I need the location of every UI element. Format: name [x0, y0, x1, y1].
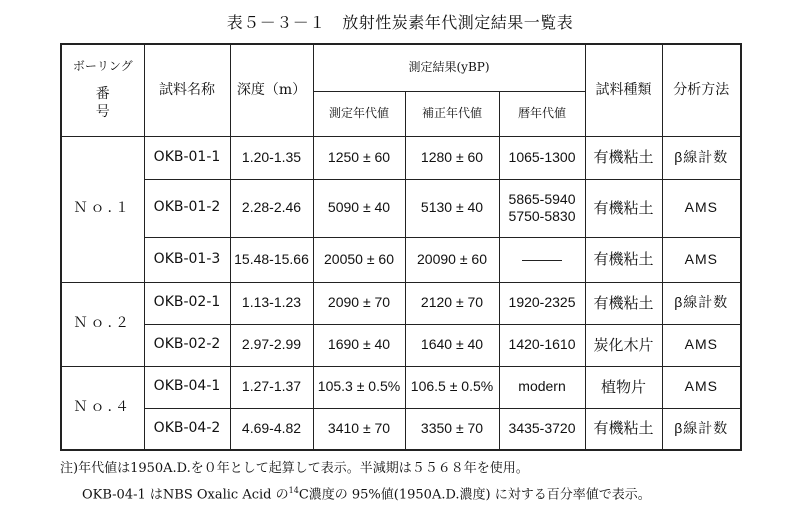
corrected-age-cell: 20090 ± 60 [405, 237, 499, 282]
sample-type-cell: 有機粘土 [585, 136, 662, 179]
header-boring-line2: 番号 [95, 86, 128, 120]
calendar-age-value: 1420-1610 [508, 336, 576, 353]
method-cell: β線計数 [662, 408, 741, 450]
footnote-isotope-superscript: 14 [288, 486, 299, 495]
header-calendar-age: 暦年代値 [499, 91, 585, 136]
sample-type-cell: 炭化木片 [585, 324, 662, 366]
method-cell: AMS [662, 237, 741, 282]
corrected-age-cell: 2120 ± 70 [405, 282, 499, 324]
corrected-age-cell: 5130 ± 40 [405, 179, 499, 237]
footnote-line-2-pre: OKB-04-1 はNBS Oxalic Acid の [82, 487, 289, 503]
method-cell: β線計数 [662, 282, 741, 324]
measured-age-cell: 1250 ± 60 [313, 136, 405, 179]
table-row [61, 237, 741, 282]
table-row [61, 282, 741, 324]
table-row [61, 179, 741, 237]
table-row [61, 366, 741, 408]
no-value-dash [522, 260, 562, 261]
depth-cell: 2.97-2.99 [230, 324, 313, 366]
depth-cell: 1.27-1.37 [230, 366, 313, 408]
depth-cell: 2.28-2.46 [230, 179, 313, 237]
calendar-age-value: 1920-2325 [508, 294, 576, 311]
sample-name-cell: OKB-02-2 [144, 324, 230, 366]
calendar-age-value: 1065-1300 [508, 148, 576, 165]
header-sample-type: 試料種類 [585, 44, 662, 136]
footnote-line-2 [60, 480, 780, 506]
table-row [61, 324, 741, 366]
method-cell: AMS [662, 366, 741, 408]
depth-cell: 1.13-1.23 [230, 282, 313, 324]
calendar-age-value: modern [518, 378, 566, 395]
results-table [60, 43, 742, 451]
measured-age-cell: 3410 ± 70 [313, 408, 405, 450]
header-boring-line1: ボーリング [72, 59, 133, 74]
measured-age-cell: 5090 ± 40 [313, 179, 405, 237]
table-row [61, 408, 741, 450]
sample-name-cell: OKB-01-1 [144, 136, 230, 179]
calendar-age-cell [499, 324, 585, 366]
footnotes [60, 458, 780, 506]
header-corrected-age: 補正年代値 [405, 91, 499, 136]
calendar-age-value: 5865-5940 [508, 190, 576, 207]
sample-name-cell: OKB-04-2 [144, 408, 230, 450]
calendar-age-value: 5750-5830 [508, 208, 576, 224]
calendar-age-cell [499, 136, 585, 179]
boring-number-cell: Ｎｏ.１ [61, 136, 144, 282]
measured-age-cell: 105.3 ± 0.5% [313, 366, 405, 408]
corrected-age-cell: 1640 ± 40 [405, 324, 499, 366]
boring-number-cell: Ｎｏ.２ [61, 282, 144, 366]
boring-number-cell: Ｎｏ.４ [61, 366, 144, 450]
table-title: 表５－３－１ 放射性炭素年代測定結果一覧表 [226, 13, 574, 32]
calendar-age-cell [499, 408, 585, 450]
table-row [61, 136, 741, 179]
sample-type-cell: 有機粘土 [585, 237, 662, 282]
header-method: 分析方法 [662, 44, 741, 136]
sample-name-cell: OKB-01-3 [144, 237, 230, 282]
header-result-group: 測定結果(yBP) [313, 44, 585, 91]
method-cell: β線計数 [662, 136, 741, 179]
depth-cell: 15.48-15.66 [230, 237, 313, 282]
calendar-age-value: 3435-3720 [508, 420, 576, 436]
footnote-line-2-post: C濃度の 95%値(1950A.D.濃度) に対する百分率値で表示。 [298, 487, 651, 503]
method-cell: AMS [662, 179, 741, 237]
calendar-age-cell [499, 282, 585, 324]
header-depth: 深度（m） [230, 44, 313, 136]
measured-age-cell: 20050 ± 60 [313, 237, 405, 282]
corrected-age-cell: 3350 ± 70 [405, 408, 499, 450]
header-sample-name: 試料名称 [144, 44, 230, 136]
header-measured-age: 測定年代値 [313, 91, 405, 136]
calendar-age-cell [499, 179, 585, 237]
sample-type-cell: 有機粘土 [585, 282, 662, 324]
calendar-age-cell [499, 237, 585, 282]
sample-type-cell: 有機粘土 [585, 179, 662, 237]
calendar-age-cell [499, 366, 585, 408]
corrected-age-cell: 106.5 ± 0.5% [405, 366, 499, 408]
footnote-line-1: 注)年代値は1950A.D.を０年として起算して表示。半減期は５５６８年を使用。 [60, 461, 529, 476]
sample-type-cell: 有機粘土 [585, 408, 662, 450]
depth-cell: 4.69-4.82 [230, 408, 313, 450]
header-boring-number [61, 44, 144, 136]
measured-age-cell: 2090 ± 70 [313, 282, 405, 324]
sample-name-cell: OKB-02-1 [144, 282, 230, 324]
corrected-age-cell: 1280 ± 60 [405, 136, 499, 179]
sample-type-cell: 植物片 [585, 366, 662, 408]
sample-name-cell: OKB-04-1 [144, 366, 230, 408]
sample-name-cell: OKB-01-2 [144, 179, 230, 237]
method-cell: AMS [662, 324, 741, 366]
depth-cell: 1.20-1.35 [230, 136, 313, 179]
measured-age-cell: 1690 ± 40 [313, 324, 405, 366]
